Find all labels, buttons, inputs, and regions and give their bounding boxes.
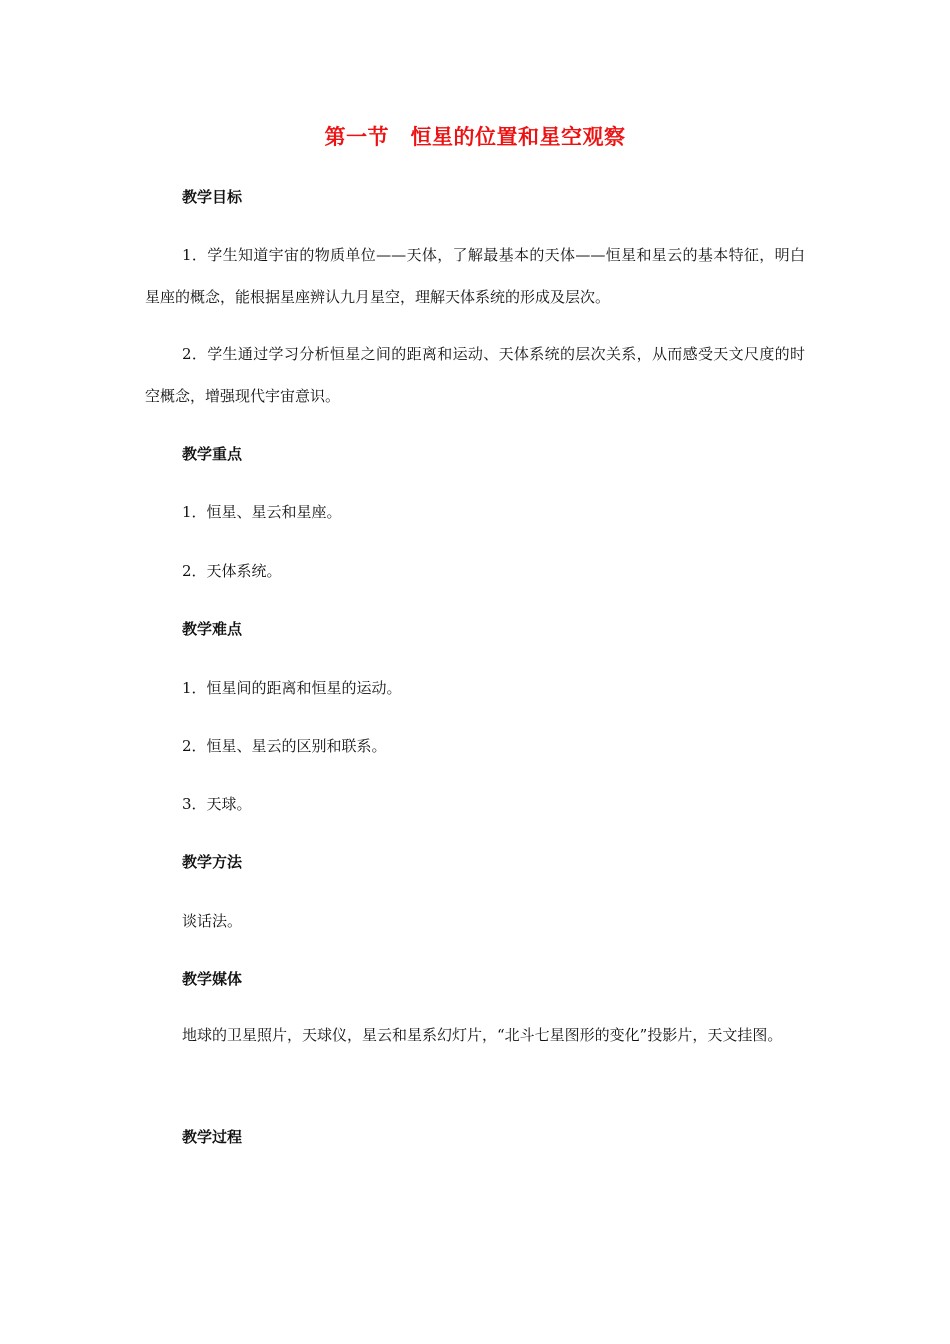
method-item-1: 谈话法。 — [182, 912, 243, 930]
section-heading-objectives: 教学目标 — [182, 188, 243, 206]
media-paragraph: 地球的卫星照片，天球仪，星云和星系幻灯片，“北斗七星图形的变化”投影片，天文挂图。 — [182, 1026, 783, 1044]
key-point-item-2: 2．天体系统。 — [182, 562, 282, 580]
section-heading-methods: 教学方法 — [182, 853, 243, 871]
page-title: 第一节 恒星的位置和星空观察 — [324, 125, 626, 149]
difficulty-item-2: 2．恒星、星云的区别和联系。 — [182, 737, 387, 755]
section-heading-process: 教学过程 — [182, 1128, 243, 1146]
key-point-item-1: 1．恒星、星云和星座。 — [182, 503, 342, 521]
difficulty-item-3: 3．天球。 — [182, 795, 252, 813]
difficulty-item-1: 1．恒星间的距离和恒星的运动。 — [182, 679, 402, 697]
section-heading-difficulties: 教学难点 — [182, 620, 243, 638]
section-heading-key-points: 教学重点 — [182, 445, 243, 463]
section-heading-media: 教学媒体 — [182, 970, 243, 988]
objective-paragraph-2: 2．学生通过学习分析恒星之间的距离和运动、天体系统的层次关系，从而感受天文尺度的时空概念，增强现代宇宙意识。 — [145, 345, 805, 405]
objective-paragraph-1: 1．学生知道宇宙的物质单位——天体，了解最基本的天体——恒星和星云的基本特征，明白星座的概念，能根据星座辨认九月星空，理解天体系统的形成及层次。 — [145, 246, 805, 306]
